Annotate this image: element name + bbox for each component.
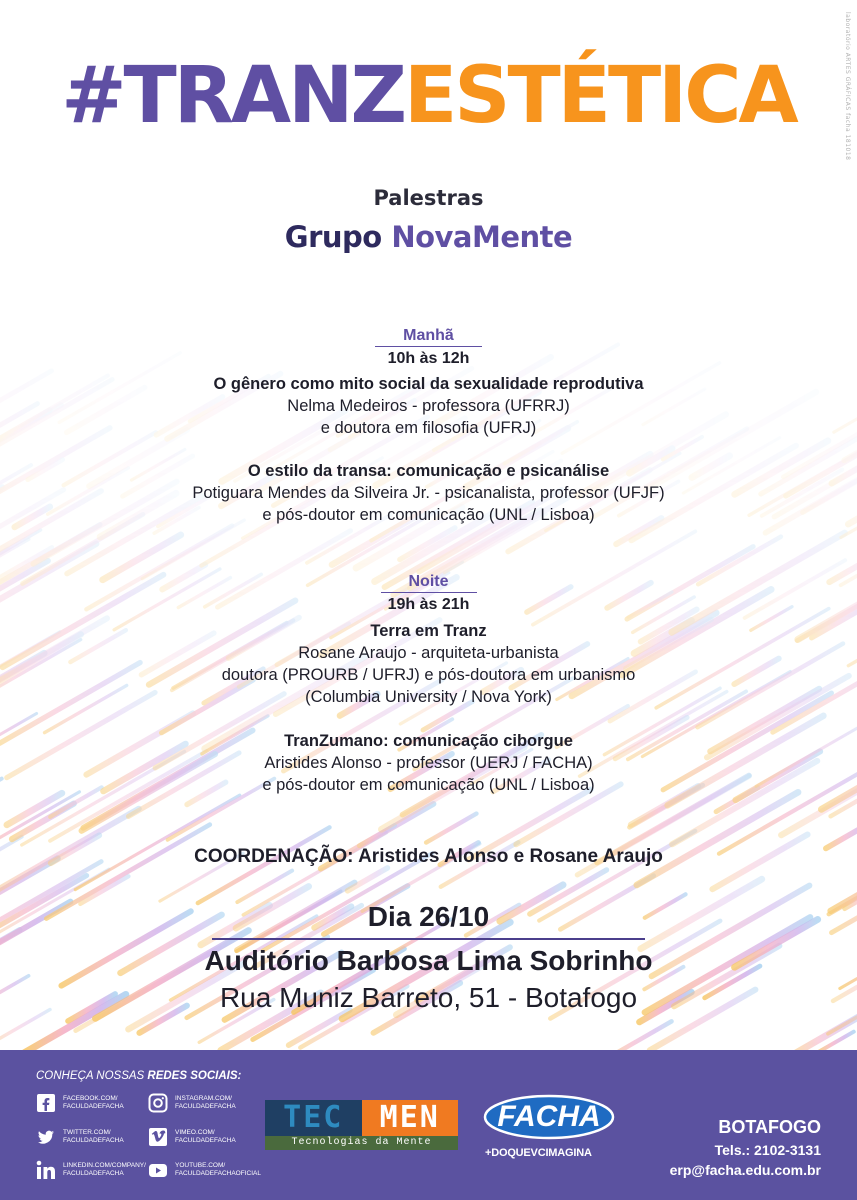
tecmen-logo [265,1100,458,1150]
talk-3 [0,620,857,708]
group-novamente: NovaMente [391,220,573,254]
morning-period: Manhã [375,327,482,347]
talk-title: TranZumano: comunicação ciborgue [284,732,573,750]
talk-line: Nelma Medeiros - professora (UFRRJ) [287,397,570,415]
social-line: FACULDADEFACHA [63,1170,124,1177]
morning-header [0,325,857,368]
group-prefix: Grupo [284,220,382,254]
background-stripe [7,793,62,825]
tecmen-logo-left: TEC [265,1100,362,1136]
social-line: FACULDADEFACHA [175,1137,236,1144]
talk-line: Rosane Araujo - arquiteta-urbanista [298,644,559,662]
social-facebook[interactable] [36,1093,124,1113]
linkedin-icon [36,1160,56,1180]
title-part-estetica: ESTÉTICA [404,51,796,141]
event-date: Dia 26/10 [367,901,490,932]
talk-1 [0,373,857,439]
print-lab-note: laboratório ARTES GRÁFICAS facha 181018 [844,12,851,161]
talk-line: Aristides Alonso - professor (UERJ / FACHA) [264,754,593,772]
social-line: FACULDADEFACHA [175,1103,236,1110]
talk-line: Potiguara Mendes da Silveira Jr. - psicanalista, professor (UFJF) [192,484,665,502]
social-line: FACEBOOK.COM/ [63,1095,118,1102]
palestras-label: Palestras [373,186,484,210]
background-stripe [426,814,476,843]
talk-title: O gênero como mito social da sexualidade reprodutiva [213,375,644,393]
background-stripe [75,795,239,890]
poster-title [0,50,857,142]
facha-tagline: +DOQUEVCIMAGINA [485,1147,592,1159]
evening-hours: 19h às 21h [387,596,470,613]
talk-line: e doutora em filosofia (UFRJ) [320,419,537,437]
coordination: COORDENAÇÃO: Aristides Alonso e Rosane Araujo [194,846,663,867]
social-line: LINKEDIN.COM/COMPANY/ [63,1162,146,1169]
talk-line: doutora (PROURB / UFRJ) e pós-doutora em urbanismo [221,666,636,684]
social-line: VIMEO.COM/ [175,1129,215,1136]
twitter-icon [36,1127,56,1147]
contact-city: BOTAFOGO [718,1117,821,1137]
background-stripe [348,868,388,891]
event-address: Rua Muniz Barreto, 51 - Botafogo [219,982,638,1013]
title-part-tranz: #TRANZ [61,51,405,141]
tecmen-logo-right: MEN [362,1100,459,1136]
social-line: TWITTER.COM/ [63,1129,111,1136]
evening-header [0,571,857,614]
youtube-icon [148,1160,168,1180]
social-heading-prefix: CONHEÇA NOSSAS [36,1070,148,1082]
social-line: INSTAGRAM.COM/ [175,1095,232,1102]
morning-hours: 10h às 12h [387,350,470,367]
talk-title: O estilo da transa: comunicação e psicanálise [247,462,610,480]
talk-2 [0,460,857,526]
facha-logo-text: FACHA [497,1100,601,1133]
social-heading [36,1070,241,1082]
social-line: YOUTUBE.COM/ [175,1162,226,1169]
facebook-icon [36,1093,56,1113]
instagram-icon [148,1093,168,1113]
talk-line: (Columbia University / Nova York) [305,688,552,706]
social-youtube[interactable] [148,1160,261,1180]
vimeo-icon [148,1127,168,1147]
social-instagram[interactable] [148,1093,236,1113]
facha-logo [483,1090,615,1140]
talk-title: Terra em Tranz [370,622,487,640]
divider [212,938,645,940]
talk-line: e pós-doutor em comunicação (UNL / Lisboa) [262,776,595,794]
group-name [0,220,857,254]
social-heading-highlight: REDES SOCIAIS: [147,1070,242,1082]
evening-period: Noite [381,573,477,593]
talk-line: e pós-doutor em comunicação (UNL / Lisboa) [262,506,595,524]
background-stripe [789,1014,857,1050]
tecmen-subtitle: Tecnologias da Mente [265,1136,458,1150]
social-twitter[interactable] [36,1127,124,1147]
contact-email[interactable]: erp@facha.edu.com.br [669,1162,821,1178]
social-line: FACULDADEFACHA [63,1137,124,1144]
social-linkedin[interactable] [36,1160,146,1180]
social-vimeo[interactable] [148,1127,236,1147]
social-line: FACULDADEFACHAOFICIAL [175,1170,261,1177]
event-venue: Auditório Barbosa Lima Sobrinho [204,945,653,976]
social-line: FACULDADEFACHA [63,1103,124,1110]
background-stripe [826,822,857,848]
contact-phone: Tels.: 2102-3131 [714,1142,821,1158]
talk-4 [0,730,857,796]
